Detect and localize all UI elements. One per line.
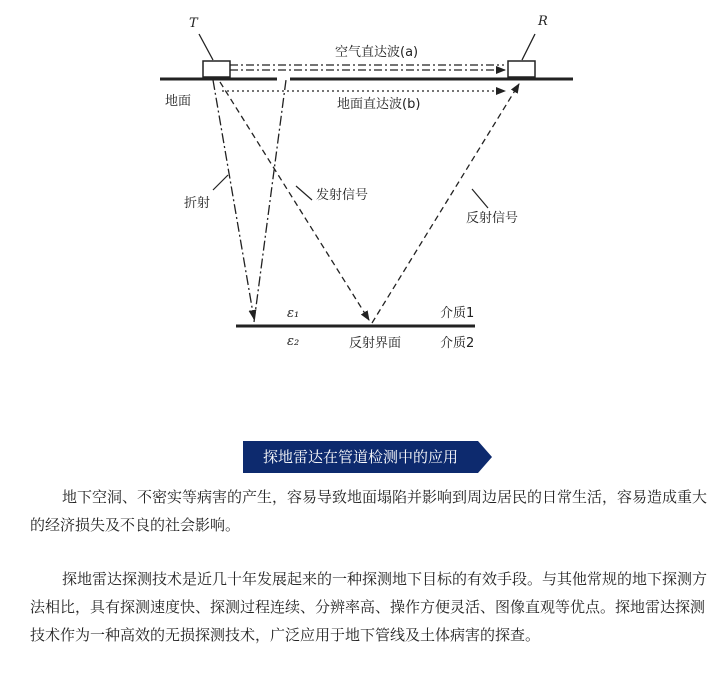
refraction-label: 折射 <box>184 196 211 211</box>
refraction-up <box>254 80 286 322</box>
paragraph-2: 探地雷达探测技术是近几十年发展起来的一种探测地下目标的有效手段。与其他常规的地下探测方法相比，具有探测速度快、探测过程连续、分辨率高、操作方便灵活、图像直观等优点。探地雷达探测技术作为一种高效的无损探测技术，广泛应用于地下管线及土体病害的探查。 <box>30 570 708 644</box>
transmitter-label: T <box>189 16 198 31</box>
medium1-label: 介质1 <box>440 306 475 321</box>
reflect-leader <box>472 189 488 208</box>
air-wave-label: 空气直达波(a) <box>335 45 419 60</box>
epsilon1-label: ε₁ <box>287 306 300 321</box>
receiver-label: R <box>538 14 548 29</box>
section-title: 探地雷达在管道检测中的应用 <box>262 448 458 466</box>
reflect-signal-label: 反射信号 <box>466 211 519 226</box>
reflect-signal-line <box>372 84 519 323</box>
epsilon2-label: ε₂ <box>287 334 300 349</box>
refraction-down <box>213 80 254 319</box>
ground-wave-label: 地面直达波(b) <box>337 97 421 112</box>
transmitter-box <box>203 61 230 77</box>
transmit-signal-label: 发射信号 <box>316 188 369 203</box>
paragraph-1: 地下空洞、不密实等病害的产生，容易导致地面塌陷并影响到周边居民的日常生活，容易造成重大的经济损失及不良的社会影响。 <box>30 488 708 534</box>
transmit-leader <box>296 186 312 200</box>
r-leader <box>522 34 535 60</box>
interface-label: 反射界面 <box>349 336 402 351</box>
medium2-label: 介质2 <box>440 336 475 351</box>
section-banner <box>243 441 492 473</box>
banner-arrow-tip <box>478 441 492 473</box>
refraction-leader <box>213 175 228 190</box>
receiver-box <box>508 61 535 77</box>
t-leader <box>199 34 213 60</box>
ground-label: 地面 <box>165 94 192 109</box>
